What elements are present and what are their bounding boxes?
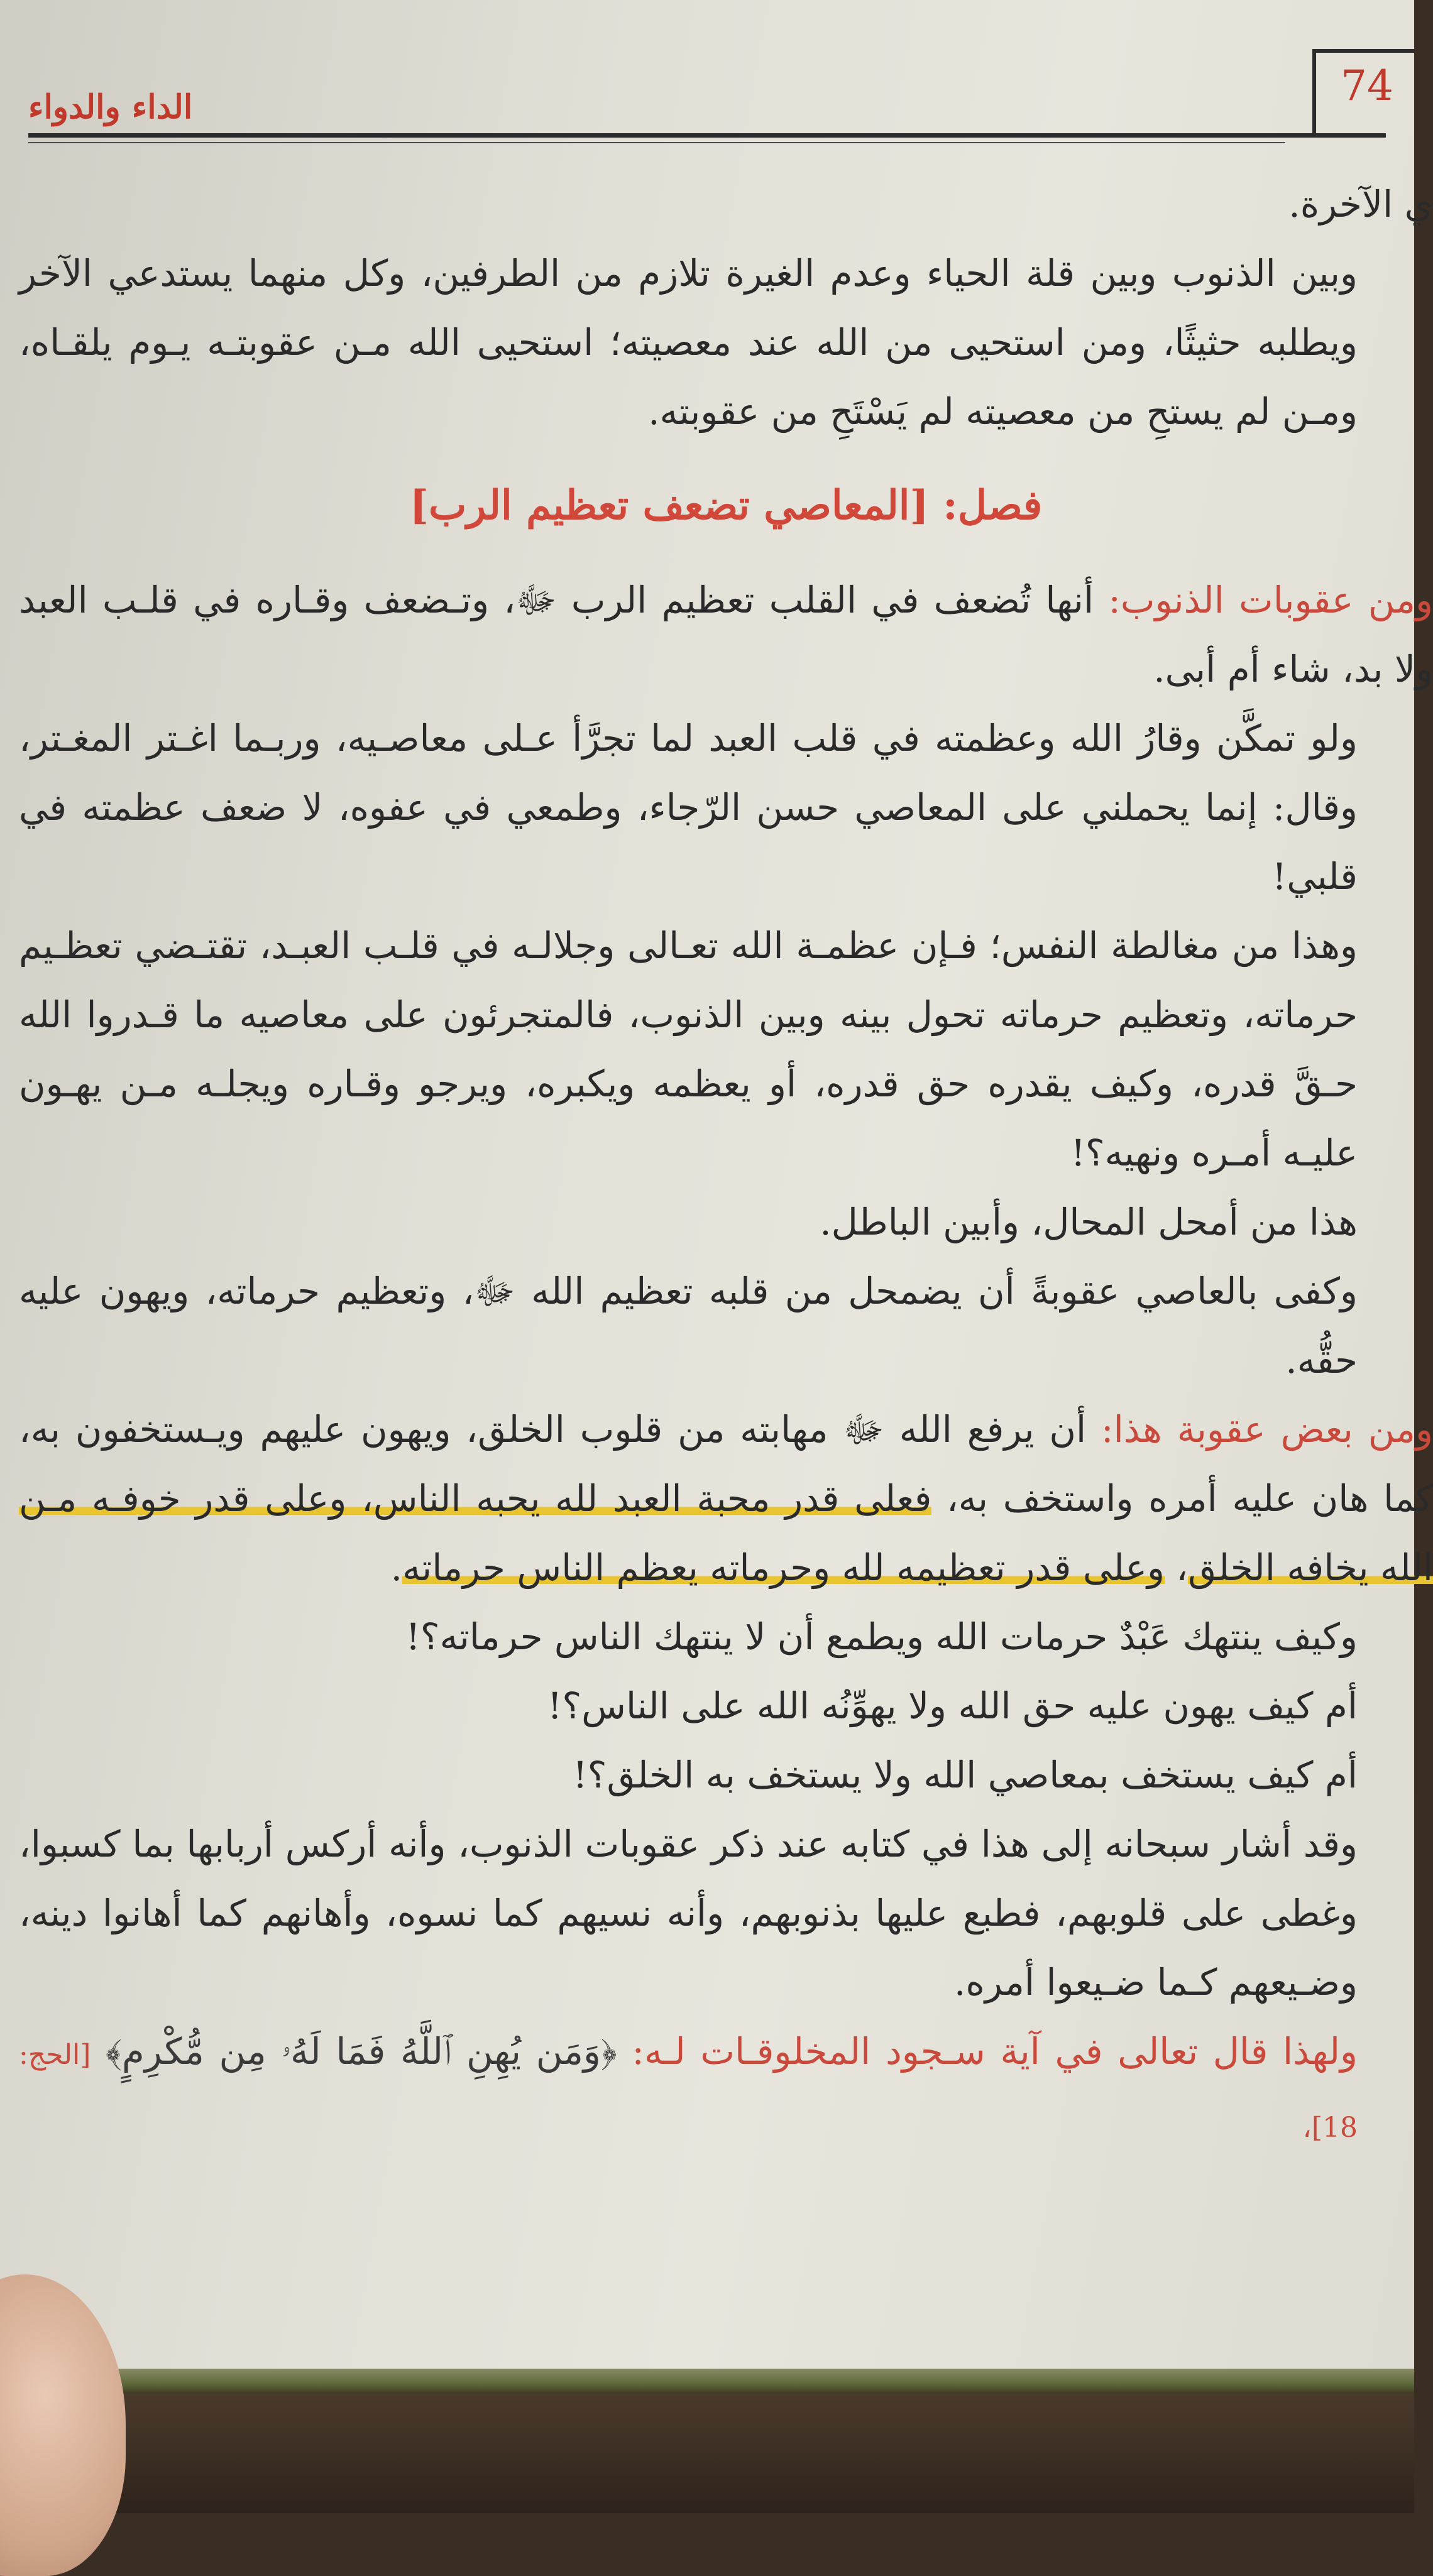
paragraph: ولو تمكَّن وقارُ الله وعظمته في قلب العبد لما تجرَّأ عـلى معاصـيه، وربـما اغـتر المغـتر، وقال: إنما يحملني على المعاصي حسن الرّجاء، وطمعي في عفوه، لا ضعف عظمته في قلبي! bbox=[19, 717, 1358, 898]
highlighted-text: وعلى قدر تعظيمه لله وحرماته يعظم الناس حرماته bbox=[402, 1546, 1165, 1589]
paragraph bbox=[19, 2017, 1433, 2163]
quran-verse: ﴿وَمَن يُهِنِ ٱللَّهُ فَمَا لَهُۥ مِن مُّكْرِمٍ﴾ bbox=[91, 2030, 632, 2073]
paragraph: وهذا من مغالطة النفس؛ فـإن عظمـة الله تعـالى وجلالـه في قلـب العبـد، تقتـضي تعظـيم حرماته، وتعظيم حرماته تحول بينه وبين الذنوب، فالمتجرئون على معاصيه ما قـدروا الله حـقَّ قدره، وكيف يقدره حق قدره، أو يعظمه ويكبره، ويرجو وقـاره ويجلـه مـن يهـون عليـه أمـره ونهيه؟! bbox=[19, 924, 1358, 1174]
header-rule bbox=[28, 133, 1386, 138]
paragraph: وكيف ينتهك عَبْدٌ حرمات الله ويطمع أن لا ينتهك الناس حرماته؟! bbox=[405, 1615, 1358, 1658]
paragraph-text: أن يرفع الله ﷻ مهابته من قلوب الخلق، ويهون عليهم ويـستخفون به، كما هان عليه أمره واستخف به، bbox=[19, 1408, 1433, 1520]
verse-reference: [الحج: 18]، bbox=[19, 2039, 1358, 2144]
paragraph-text: . bbox=[390, 1546, 403, 1589]
page-body bbox=[19, 170, 1433, 2163]
paragraph: هذا من أمحل المحال، وأبين الباطل. bbox=[820, 1201, 1358, 1243]
lead-phrase: ومن عقوبات الذنوب: bbox=[1108, 579, 1433, 621]
paragraph: وقد أشار سبحانه إلى هذا في كتابه عند ذكر عقوبات الذنوب، وأنه أركس أربابها بما كسبوا، وغطى على قلوبهم، فطبع عليها بذنوبهم، وأنه نسيهم كما نسوه، وأهانهم كما أهانوا دينه، وضـيعهم كـما ضـيعوا أمره. bbox=[19, 1823, 1358, 2004]
paragraph: وبين الذنوب وبين قلة الحياء وعدم الغيرة تلازم من الطرفين، وكل منهما يستدعي الآخر ويطلبه حثيثًا، ومن استحيى من الله عند معصيته؛ استحيى الله مـن عقوبتـه يـوم يلقـاه، ومـن لم يستحِ من معصيته لم يَسْتَحِ من عقوبته. bbox=[19, 252, 1358, 433]
header-rule-thin bbox=[28, 142, 1285, 143]
paragraph: أم كيف يستخف بمعاصي الله ولا يستخف به الخلق؟! bbox=[573, 1754, 1358, 1796]
running-title: الداء والدواء bbox=[28, 88, 193, 126]
page-edge bbox=[0, 2369, 1414, 2394]
background-surface bbox=[0, 2394, 1414, 2513]
paragraph-continued: ي الآخرة. bbox=[1288, 183, 1433, 226]
page-number: 74 bbox=[1341, 62, 1393, 110]
paragraph-text: أنها تُضعف في القلب تعظيم الرب ﷻ، وتـضعف وقـاره في قلـب العبد ولا بد، شاء أم أبى. bbox=[19, 579, 1433, 690]
paragraph-text: ، bbox=[1165, 1546, 1189, 1589]
highlighted-text: فعلى قدر محبة العبد لله يحبه الناس، وعلى قدر خوفـه مـن الله يخافه الخلق bbox=[19, 1477, 1433, 1589]
lead-phrase: ولهذا قال تعالى في آية سـجود المخلوقـات لـه: bbox=[632, 2030, 1358, 2073]
paragraph: وكفى بالعاصي عقوبةً أن يضمحل من قلبه تعظيم الله ﷻ، وتعظيم حرماته، ويهون عليه حقُّه. bbox=[19, 1270, 1358, 1382]
section-heading: فصل: [المعاصي تضعف تعظيم الرب] bbox=[409, 482, 1043, 529]
paragraph: أم كيف يهون عليه حق الله ولا يهوِّنُه الله على الناس؟! bbox=[547, 1684, 1358, 1727]
lead-phrase: ومن بعض عقوبة هذا: bbox=[1101, 1408, 1433, 1451]
paragraph bbox=[19, 1395, 1433, 1602]
paragraph bbox=[19, 565, 1433, 704]
